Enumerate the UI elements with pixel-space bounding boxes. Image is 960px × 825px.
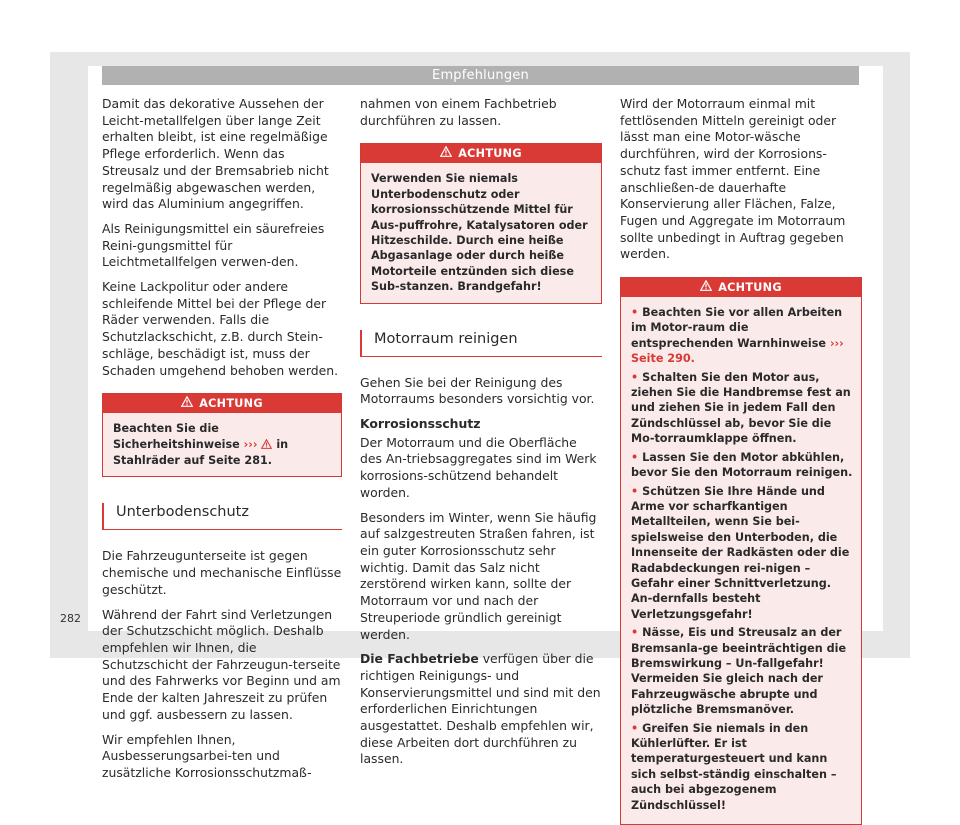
- warning-label: ACHTUNG: [458, 147, 522, 161]
- list-item-text: Schalten Sie den Motor aus, ziehen Sie die Handbremse fest an und ziehen Sie in jedem Fall den Zündschlüssel ab, bevor Sie die Mo-torraumklappe öffnen.: [631, 370, 851, 446]
- warning-header: [621, 278, 861, 297]
- warning-label: ACHTUNG: [718, 281, 782, 295]
- paragraph: Gehen Sie bei der Reinigung des Motorraums besonders vorsichtig vor.: [360, 374, 595, 407]
- section-title-unterbodenschutz: Unterbodenschutz: [102, 503, 342, 530]
- list-item: [631, 370, 853, 447]
- bullet-icon: •: [631, 626, 639, 640]
- paragraph: Wird der Motorraum einmal mit fettlösenden Mitteln gereinigt oder lässt man eine Motor-wäsche durchführen, wird der Korrosions-schutz fast immer entfernt. Eine anschließen-de dauerhafte Konservierung aller Flächen, Falze, Fugen und Aggregate im Motorraum sollte unbedingt in Auftrag gegeben werden.: [620, 96, 846, 262]
- warning-text: Beachten Sie die Sicherheitshinweise: [113, 422, 240, 451]
- list-item-text: Nässe, Eis und Streusalz an der Bremsanla-ge beeinträchtigen die Bremswirkung – Un-fallgefahr! Vermeiden Sie gleich nach der Fahrzeugwäsche abrupte und plötzliche Bremsmanöver.: [631, 626, 847, 717]
- list-item-text: Schützen Sie Ihre Hände und Arme vor scharfkantigen Metallteilen, wenn Sie bei-spielsweise den Unterboden, die Innenseite der Radkästen oder die Radabdeckungen rei-nigen – Gefahr einer Schnittverletzung. An-dernfalls besteht Verletzungsgefahr!: [631, 484, 850, 621]
- paragraph: Der Motorraum und die Oberfläche des An-triebsaggregates sind im Werk korrosions-schützend behandelt worden.: [360, 434, 597, 500]
- paragraph: nahmen von einem Fachbetrieb durchführen zu lassen.: [360, 96, 557, 128]
- paragraph: Keine Lackpolitur oder andere schleifende Mittel bei der Pflege der Räder verwenden. Falls die Schutzlackschicht, z.B. durch Stein-schläge, beschädigt ist, muss der Schaden umgehend behoben werden.: [102, 279, 339, 378]
- paragraph-rest: verfügen über die richtigen Reinigungs- und Konservierungsmittel und sind mit den erforderlichen Einrichtungen ausgestattet. Deshalb empfehlen wir, diese Arbeiten dort durchführen zu lassen.: [360, 651, 601, 767]
- paragraph: Wir empfehlen Ihnen, Ausbesserungsarbei-ten und zusätzliche Korrosionsschutzmaß-: [102, 731, 312, 780]
- subheading: Korrosionsschutz: [360, 416, 481, 432]
- warning-header: [103, 394, 341, 413]
- page-number: 282: [60, 612, 81, 625]
- warning-triangle-icon: [440, 144, 452, 163]
- list-item: [631, 721, 853, 813]
- warning-box: [102, 393, 342, 477]
- warning-text-in: in: [276, 437, 289, 451]
- list-item: [631, 450, 853, 481]
- section-title-motorraum-reinigen: Motorraum reinigen: [360, 330, 602, 357]
- paragraph: Während der Fahrt sind Verletzungen der Schutzschicht möglich. Deshalb empfehlen wir Ihnen, die Schutzschicht der Fahrzeugun-terseite und des Fahrwerks vor Beginn und am Ende der kalten Jahreszeit zu prüfen und ggf. ausbessern zu lassen.: [102, 606, 341, 722]
- list-item-text: Lassen Sie den Motor abkühlen, bevor Sie den Motorraum reinigen.: [631, 450, 853, 480]
- column-2: [360, 96, 602, 776]
- bullet-icon: •: [631, 484, 639, 498]
- page-link[interactable]: ››› Seite 290.: [631, 336, 844, 366]
- cross-reference-arrows[interactable]: ›››: [243, 437, 258, 451]
- list-item: [631, 305, 853, 367]
- warning-triangle-icon: [261, 438, 272, 453]
- warning-label: ACHTUNG: [199, 397, 263, 411]
- paragraph: Besonders im Winter, wenn Sie häufig auf salzgestreuten Straßen fahren, ist ein guter Korrosionsschutz sehr wichtig. Damit das Salz nicht zerstörend wirken kann, sollte der Motorraum vor und nach der Streuperiode gründlich gereinigt werden.: [360, 509, 597, 642]
- warning-triangle-icon: [181, 394, 193, 413]
- column-3: [620, 96, 862, 825]
- paragraph: [360, 651, 602, 768]
- warning-body: [621, 297, 861, 824]
- bold-term: Die Fachbetriebe: [360, 651, 479, 667]
- list-item-text: Greifen Sie niemals in den Kühlerlüfter. Er ist temperaturgesteuert und kann sich selbst-ständig einschalten – auch bei abgezogenem Zündschlüssel!: [631, 721, 837, 812]
- warning-list: [631, 305, 853, 813]
- paragraph: Die Fahrzeugunterseite ist gegen chemische und mechanische Einflüsse geschützt.: [102, 548, 342, 597]
- page-header: Empfehlungen: [102, 66, 859, 85]
- list-item: [631, 625, 853, 717]
- warning-header: [361, 144, 601, 163]
- paragraph: Damit das dekorative Aussehen der Leicht-metallfelgen über lange Zeit erhalten bleibt, ist eine regelmäßige Pflege erforderlich. Wenn das Streusalz und der Bremsabrieb nicht regelmäßig abgewaschen werden, wird das Aluminium angegriffen.: [102, 96, 329, 212]
- warning-triangle-icon: [700, 278, 712, 297]
- warning-text-ref: Stahlräder auf Seite 281.: [113, 454, 273, 468]
- paragraph: Als Reinigungsmittel ein säurefreies Reini-gungsmittel für Leichtmetallfelgen verwen-den.: [102, 220, 325, 270]
- list-item-text: Beachten Sie vor allen Arbeiten im Motor-raum die entsprechenden Warnhinweise: [631, 306, 843, 350]
- warning-box: [360, 143, 602, 303]
- warning-body: [103, 413, 341, 476]
- bullet-icon: •: [631, 450, 639, 464]
- warning-body: Verwenden Sie niemals Unterbodenschutz oder korrosionsschützende Mittel für Aus-puffrohre, Katalysatoren oder Hitzeschilde. Durch eine heiße Abgasanlage oder durch heiße Motorteile entzünden sich diese Sub-stanzen. Brandgefahr!: [361, 163, 601, 302]
- bullet-icon: •: [631, 721, 639, 735]
- bullet-icon: •: [631, 370, 639, 384]
- list-item: [631, 484, 853, 623]
- bullet-icon: •: [631, 306, 639, 320]
- column-1: [102, 96, 342, 790]
- warning-box: [620, 277, 862, 825]
